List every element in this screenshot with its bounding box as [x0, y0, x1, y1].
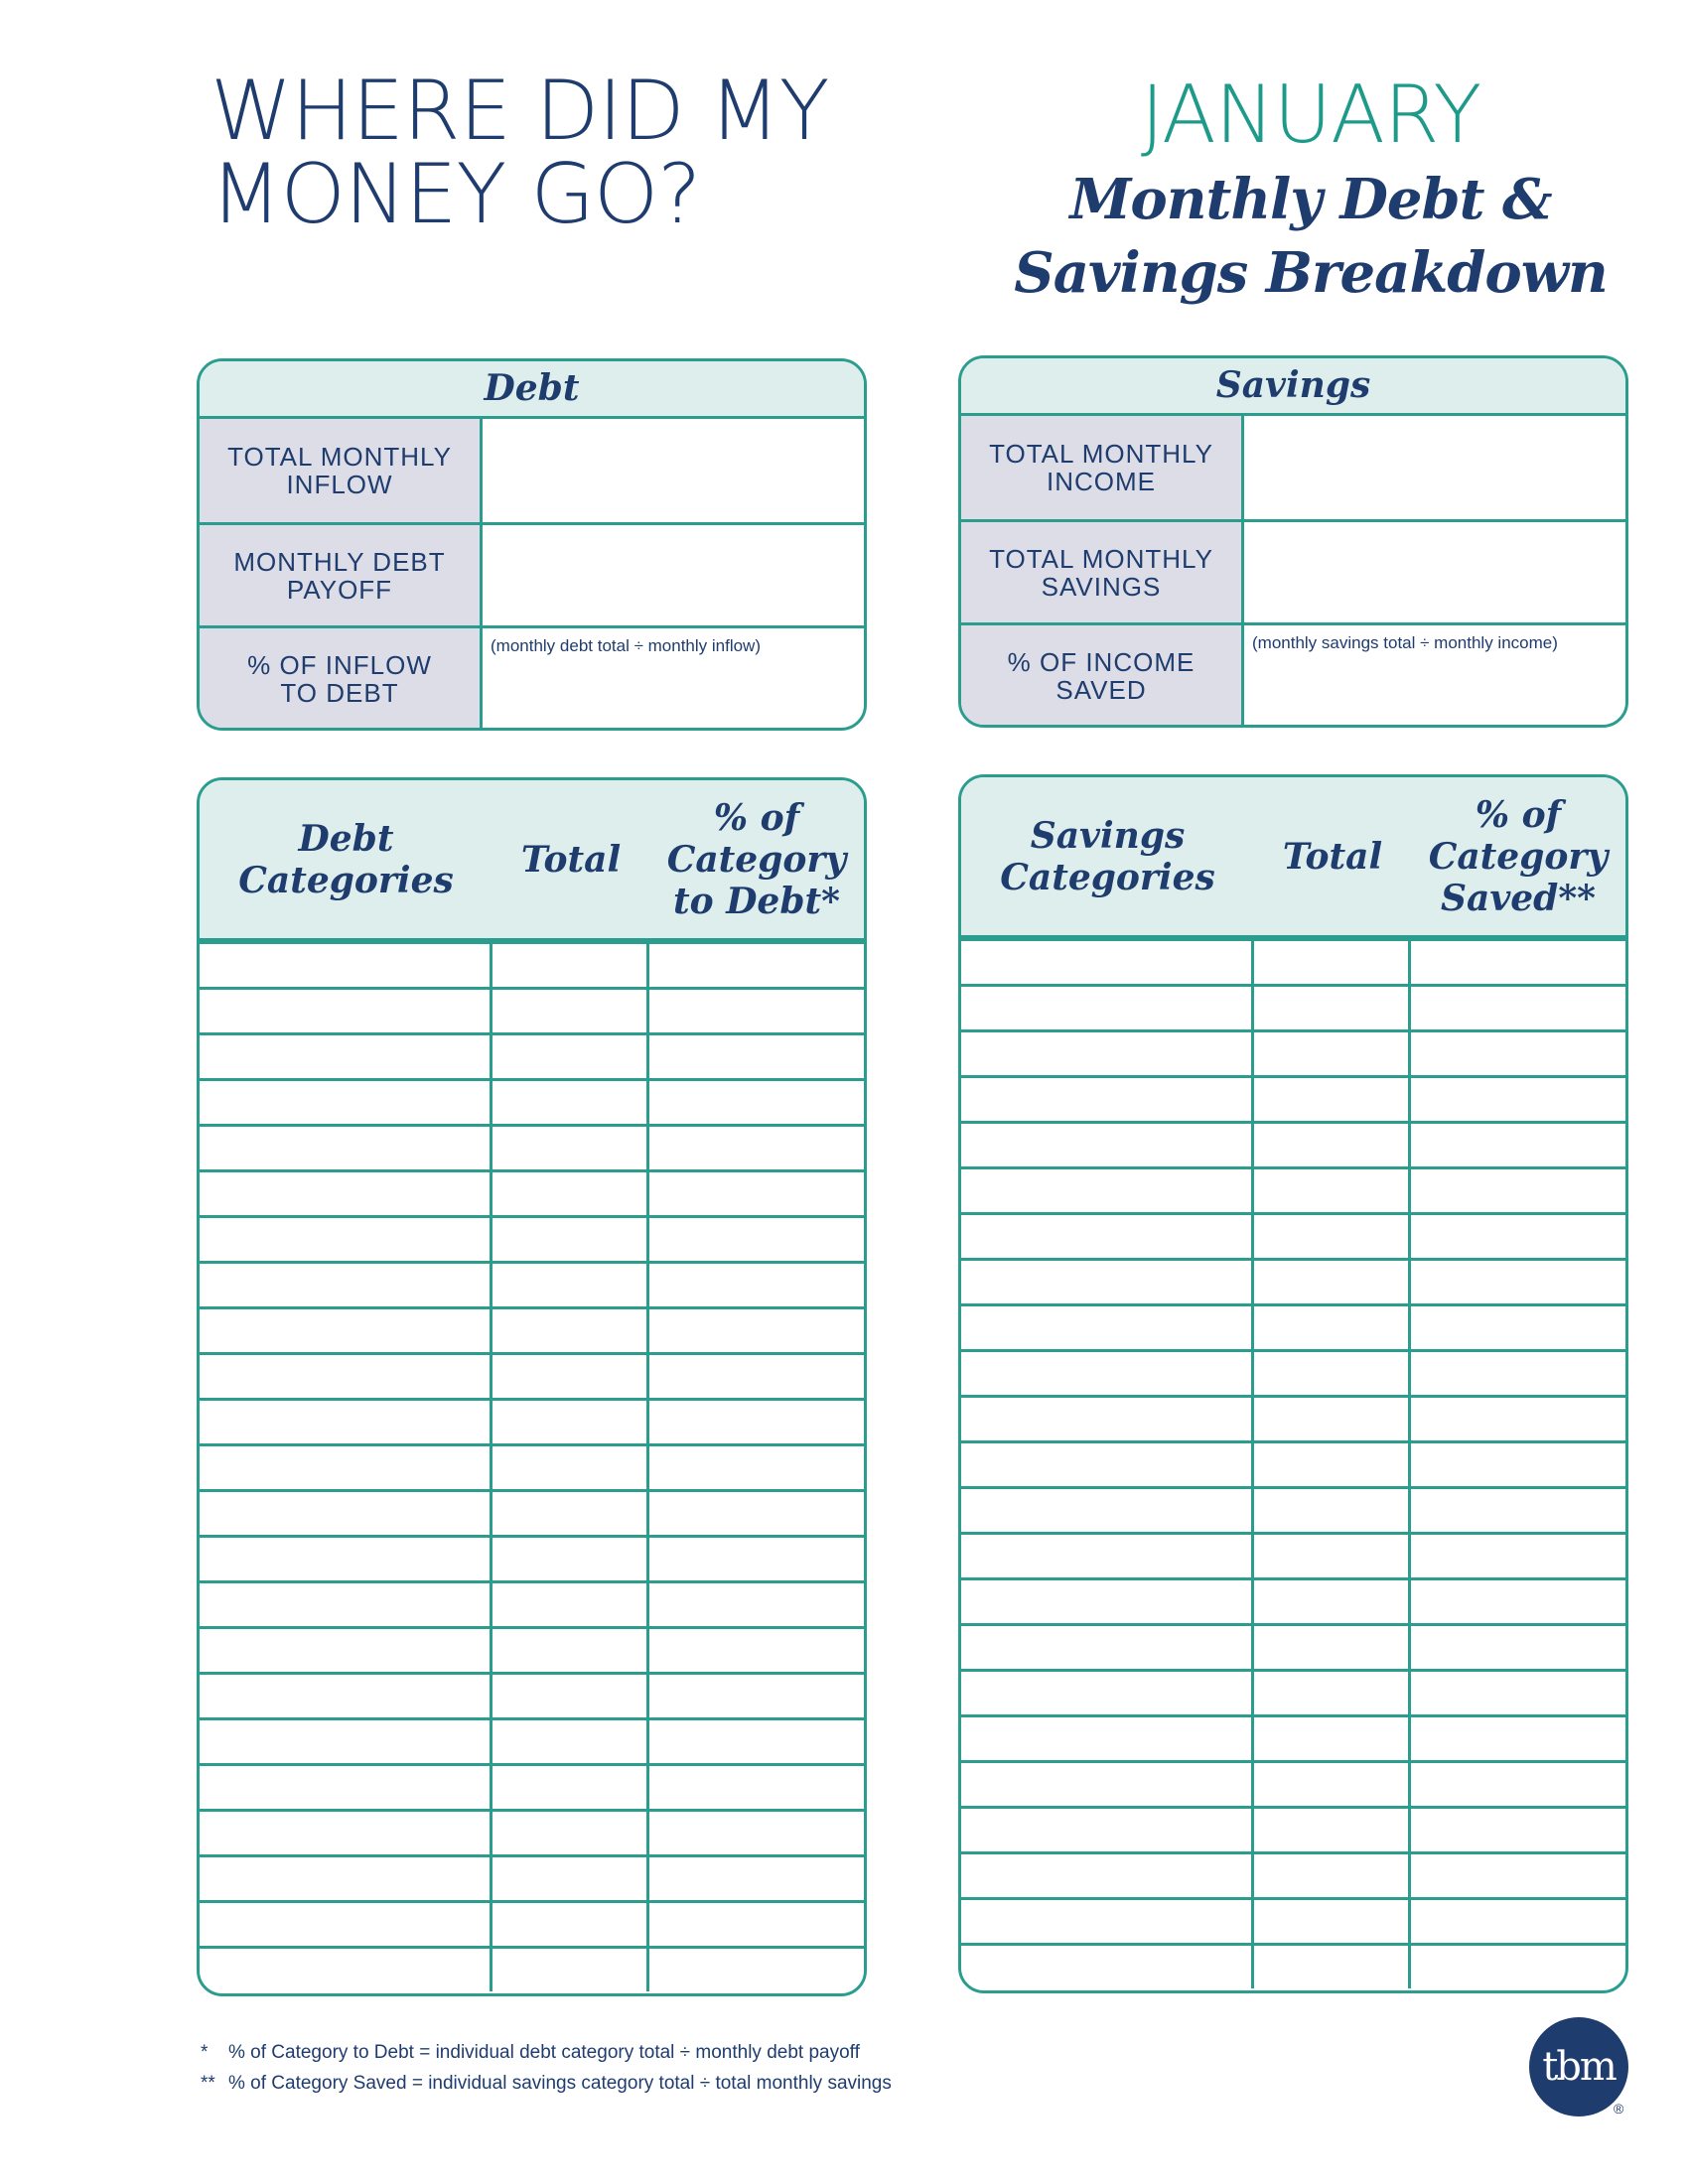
debt-category-cell[interactable] — [200, 1720, 492, 1763]
column-header-total: Total — [1282, 835, 1383, 878]
label-line: INFLOW — [286, 470, 393, 499]
debt-summary-header — [200, 361, 864, 419]
summary-label — [200, 628, 483, 729]
savings-category-cell[interactable] — [961, 1078, 1254, 1121]
table-row — [200, 1626, 864, 1672]
debt-total-cell[interactable] — [492, 1538, 649, 1580]
savings-percent-cell[interactable] — [1411, 1809, 1625, 1851]
savings-category-cell[interactable] — [961, 1626, 1254, 1669]
header-line: Category — [1428, 835, 1609, 878]
header-line: Saved** — [1441, 877, 1596, 919]
debt-percent-cell[interactable] — [649, 1401, 864, 1443]
debt-total-cell[interactable] — [492, 1218, 649, 1261]
table-row — [961, 1577, 1625, 1623]
debt-category-cell[interactable] — [200, 1401, 492, 1443]
table-row — [961, 1486, 1625, 1532]
savings-summary-header — [961, 358, 1625, 416]
table-row — [200, 1672, 864, 1717]
savings-total-cell[interactable] — [1254, 987, 1411, 1029]
footnote-mark: * — [201, 2042, 209, 2063]
table-row — [961, 938, 1625, 984]
summary-row-inflow-to-debt — [200, 625, 864, 729]
column-header-percent-saved — [1411, 794, 1625, 919]
debt-total-cell[interactable] — [492, 1812, 649, 1854]
savings-category-cell[interactable] — [961, 1763, 1254, 1806]
summary-label — [200, 525, 483, 625]
savings-percent-cell[interactable] — [1411, 1763, 1625, 1806]
subtitle-line-1: Monthly Debt & — [1069, 167, 1552, 232]
debt-category-cell[interactable] — [200, 1857, 492, 1900]
debt-percent-cell[interactable] — [649, 1172, 864, 1215]
table-row — [961, 1851, 1625, 1897]
savings-category-cell[interactable] — [961, 1352, 1254, 1395]
column-header-total: Total — [520, 838, 622, 881]
savings-category-cell[interactable] — [961, 1854, 1254, 1897]
debt-percent-cell[interactable] — [649, 1446, 864, 1489]
debt-total-cell[interactable] — [492, 1264, 649, 1306]
savings-total-cell[interactable] — [1254, 1078, 1411, 1121]
label-line: SAVED — [1055, 674, 1147, 705]
title-line-2: MONEY GO? — [211, 146, 701, 242]
table-row — [961, 1897, 1625, 1943]
savings-category-cell[interactable] — [961, 1306, 1254, 1349]
debt-percent-cell[interactable] — [649, 1720, 864, 1763]
table-row — [200, 1809, 864, 1854]
savings-category-cell[interactable] — [961, 1809, 1254, 1851]
savings-category-cell[interactable] — [961, 1535, 1254, 1577]
table-row — [200, 1124, 864, 1169]
table-row — [961, 1212, 1625, 1258]
column-header-percent-to-debt — [649, 797, 864, 922]
debt-category-cell[interactable] — [200, 1127, 492, 1169]
summary-row-total-income — [961, 416, 1625, 519]
savings-percent-cell[interactable] — [1411, 941, 1625, 984]
debt-summary-title: Debt — [484, 367, 580, 409]
table-row — [200, 1946, 864, 1991]
debt-total-cell[interactable] — [492, 990, 649, 1032]
table-row — [200, 1306, 864, 1352]
table-row — [961, 1349, 1625, 1395]
debt-percent-cell[interactable] — [649, 1766, 864, 1809]
debt-percent-cell[interactable] — [649, 1035, 864, 1078]
savings-category-cell[interactable] — [961, 1672, 1254, 1714]
savings-percent-cell[interactable] — [1411, 1580, 1625, 1623]
savings-category-cell[interactable] — [961, 1032, 1254, 1075]
label-line: TOTAL MONTHLY — [227, 442, 452, 472]
debt-total-cell[interactable] — [492, 1629, 649, 1672]
table-row — [961, 1943, 1625, 1988]
debt-category-cell[interactable] — [200, 1355, 492, 1398]
debt-category-cell[interactable] — [200, 1766, 492, 1809]
savings-total-cell[interactable] — [1254, 1763, 1411, 1806]
debt-percent-cell[interactable] — [649, 990, 864, 1032]
savings-percent-cell[interactable] — [1411, 1124, 1625, 1166]
table-row — [200, 1169, 864, 1215]
summary-row-income-saved — [961, 622, 1625, 726]
savings-rows — [961, 938, 1625, 1988]
table-row — [961, 1258, 1625, 1303]
savings-categories-table — [958, 774, 1628, 1993]
debt-total-cell[interactable] — [492, 1949, 649, 1991]
debt-percent-cell[interactable] — [649, 1812, 864, 1854]
debt-percent-cell[interactable] — [649, 1127, 864, 1169]
savings-total-cell[interactable] — [1254, 1169, 1411, 1212]
debt-rows — [200, 941, 864, 1991]
debt-total-cell[interactable] — [492, 1401, 649, 1443]
inflow-to-debt-field[interactable] — [483, 628, 864, 729]
table-row — [961, 1166, 1625, 1212]
debt-percent-cell[interactable] — [649, 1309, 864, 1352]
table-row — [200, 1398, 864, 1443]
debt-category-cell[interactable] — [200, 1309, 492, 1352]
savings-total-cell[interactable] — [1254, 1946, 1411, 1988]
debt-category-cell[interactable] — [200, 1218, 492, 1261]
debt-category-cell[interactable] — [200, 1035, 492, 1078]
savings-total-cell[interactable] — [1254, 1032, 1411, 1075]
savings-percent-cell[interactable] — [1411, 1215, 1625, 1258]
total-income-field[interactable] — [1244, 416, 1625, 519]
header-line: to Debt* — [673, 880, 840, 922]
savings-total-cell[interactable] — [1254, 1626, 1411, 1669]
table-row — [961, 1075, 1625, 1121]
savings-categories-header — [961, 777, 1625, 938]
summary-label — [961, 625, 1244, 726]
label-line: TO DEBT — [280, 677, 399, 708]
table-row — [200, 1489, 864, 1535]
savings-percent-cell[interactable] — [1411, 1535, 1625, 1577]
subtitle — [1013, 163, 1609, 310]
savings-total-cell[interactable] — [1254, 1261, 1411, 1303]
debt-total-cell[interactable] — [492, 1720, 649, 1763]
month-title: JANUARY — [1140, 68, 1481, 161]
label-line: % OF INFLOW — [247, 649, 432, 680]
debt-category-cell[interactable] — [200, 1583, 492, 1626]
savings-category-cell[interactable] — [961, 987, 1254, 1029]
debt-total-cell[interactable] — [492, 1675, 649, 1717]
debt-category-cell[interactable] — [200, 1172, 492, 1215]
footnote-mark: ** — [201, 2073, 215, 2094]
column-header-savings-categories: Savings Categories — [1000, 814, 1215, 898]
table-row — [961, 1029, 1625, 1075]
total-savings-field[interactable] — [1244, 522, 1625, 622]
table-row — [200, 987, 864, 1032]
debt-categories-table — [197, 777, 867, 1996]
header-line: % of — [713, 796, 800, 839]
savings-percent-cell[interactable] — [1411, 1169, 1625, 1212]
title-line-1: WHERE DID MY — [211, 63, 829, 159]
savings-total-cell[interactable] — [1254, 1854, 1411, 1897]
savings-category-cell[interactable] — [961, 1124, 1254, 1166]
table-row — [200, 1215, 864, 1261]
savings-category-cell[interactable] — [961, 1946, 1254, 1988]
savings-category-cell[interactable] — [961, 1443, 1254, 1486]
table-row — [961, 1440, 1625, 1486]
savings-total-cell[interactable] — [1254, 1535, 1411, 1577]
table-row — [961, 1714, 1625, 1760]
savings-percent-cell[interactable] — [1411, 1443, 1625, 1486]
table-row — [200, 941, 864, 987]
label-line: SAVINGS — [1041, 571, 1162, 602]
savings-category-cell[interactable] — [961, 1261, 1254, 1303]
table-row — [200, 1854, 864, 1900]
debt-category-cell[interactable] — [200, 1538, 492, 1580]
table-row — [961, 1532, 1625, 1577]
debt-category-cell[interactable] — [200, 1903, 492, 1946]
label-line: INCOME — [1047, 467, 1156, 496]
table-row — [961, 1669, 1625, 1714]
savings-total-cell[interactable] — [1254, 1306, 1411, 1349]
income-saved-field[interactable] — [1244, 625, 1625, 726]
savings-percent-cell[interactable] — [1411, 987, 1625, 1029]
debt-total-cell[interactable] — [492, 1766, 649, 1809]
savings-percent-cell[interactable] — [1411, 1672, 1625, 1714]
debt-total-cell[interactable] — [492, 1583, 649, 1626]
table-row — [200, 1763, 864, 1809]
debt-percent-cell[interactable] — [649, 1675, 864, 1717]
debt-total-cell[interactable] — [492, 1903, 649, 1946]
debt-total-cell[interactable] — [492, 1127, 649, 1169]
savings-category-cell[interactable] — [961, 1900, 1254, 1943]
savings-category-cell[interactable] — [961, 941, 1254, 984]
table-row — [200, 1900, 864, 1946]
debt-category-cell[interactable] — [200, 1446, 492, 1489]
table-row — [961, 1760, 1625, 1806]
savings-total-cell[interactable] — [1254, 1443, 1411, 1486]
table-row — [200, 1078, 864, 1124]
table-row — [961, 1395, 1625, 1440]
debt-percent-cell[interactable] — [649, 1949, 864, 1991]
summary-row-total-inflow — [200, 419, 864, 522]
debt-percent-cell[interactable] — [649, 1492, 864, 1535]
table-row — [961, 1303, 1625, 1349]
savings-percent-cell[interactable] — [1411, 1078, 1625, 1121]
savings-percent-cell[interactable] — [1411, 1352, 1625, 1395]
debt-percent-cell[interactable] — [649, 944, 864, 987]
debt-category-cell[interactable] — [200, 1629, 492, 1672]
table-row — [200, 1261, 864, 1306]
table-row — [200, 1352, 864, 1398]
savings-percent-cell[interactable] — [1411, 1032, 1625, 1075]
debt-summary-panel — [197, 358, 867, 731]
savings-total-cell[interactable] — [1254, 1672, 1411, 1714]
table-row — [961, 1623, 1625, 1669]
savings-percent-cell[interactable] — [1411, 1900, 1625, 1943]
savings-category-cell[interactable] — [961, 1169, 1254, 1212]
tbm-logo: tbm — [1529, 2017, 1628, 2116]
summary-label — [200, 419, 483, 522]
label-line: TOTAL MONTHLY — [989, 439, 1213, 469]
savings-total-cell[interactable] — [1254, 1489, 1411, 1532]
debt-category-cell[interactable] — [200, 1081, 492, 1124]
savings-total-cell[interactable] — [1254, 1717, 1411, 1760]
debt-payoff-field[interactable] — [483, 525, 864, 625]
debt-total-cell[interactable] — [492, 1035, 649, 1078]
debt-percent-cell[interactable] — [649, 1218, 864, 1261]
debt-category-cell[interactable] — [200, 1949, 492, 1991]
debt-total-cell[interactable] — [492, 1355, 649, 1398]
debt-total-cell[interactable] — [492, 1309, 649, 1352]
summary-row-debt-payoff — [200, 522, 864, 625]
footnotes — [201, 2037, 1094, 2099]
savings-total-cell[interactable] — [1254, 1215, 1411, 1258]
debt-percent-cell[interactable] — [649, 1629, 864, 1672]
debt-total-cell[interactable] — [492, 1081, 649, 1124]
debt-total-cell[interactable] — [492, 1857, 649, 1900]
savings-percent-cell[interactable] — [1411, 1398, 1625, 1440]
summary-label — [961, 416, 1244, 519]
savings-percent-cell[interactable] — [1411, 1854, 1625, 1897]
debt-category-cell[interactable] — [200, 1264, 492, 1306]
debt-category-cell[interactable] — [200, 944, 492, 987]
debt-category-cell[interactable] — [200, 990, 492, 1032]
table-row — [961, 1806, 1625, 1851]
savings-percent-cell[interactable] — [1411, 1489, 1625, 1532]
table-row — [200, 1443, 864, 1489]
debt-categories-header — [200, 780, 864, 941]
debt-percent-cell[interactable] — [649, 1583, 864, 1626]
table-row — [200, 1032, 864, 1078]
page-title — [211, 63, 906, 242]
savings-summary-panel — [958, 355, 1628, 728]
table-row — [961, 1121, 1625, 1166]
savings-summary-title: Savings — [1215, 364, 1371, 406]
debt-percent-cell[interactable] — [649, 1857, 864, 1900]
debt-total-cell[interactable] — [492, 1172, 649, 1215]
savings-total-cell[interactable] — [1254, 1124, 1411, 1166]
footnote-text: % of Category Saved = individual savings category total ÷ total monthly savings — [228, 2073, 892, 2094]
table-row — [200, 1580, 864, 1626]
debt-category-cell[interactable] — [200, 1492, 492, 1535]
savings-percent-cell[interactable] — [1411, 1717, 1625, 1760]
label-line: % OF INCOME — [1007, 646, 1196, 677]
footnote-2 — [201, 2068, 1094, 2099]
debt-category-cell[interactable] — [200, 1812, 492, 1854]
savings-total-cell[interactable] — [1254, 1900, 1411, 1943]
summary-row-total-savings — [961, 519, 1625, 622]
formula-note: (monthly savings total ÷ monthly income) — [1252, 633, 1558, 652]
debt-total-cell[interactable] — [492, 944, 649, 987]
savings-category-cell[interactable] — [961, 1215, 1254, 1258]
header-line: Category — [666, 838, 847, 881]
savings-category-cell[interactable] — [961, 1489, 1254, 1532]
debt-percent-cell[interactable] — [649, 1903, 864, 1946]
footnote-1 — [201, 2037, 1094, 2068]
savings-total-cell[interactable] — [1254, 1809, 1411, 1851]
debt-total-cell[interactable] — [492, 1492, 649, 1535]
total-inflow-field[interactable] — [483, 419, 864, 522]
savings-category-cell[interactable] — [961, 1398, 1254, 1440]
summary-label — [961, 522, 1244, 622]
header-line: % of — [1475, 793, 1562, 836]
savings-percent-cell[interactable] — [1411, 1946, 1625, 1988]
savings-percent-cell[interactable] — [1411, 1306, 1625, 1349]
debt-percent-cell[interactable] — [649, 1264, 864, 1306]
savings-total-cell[interactable] — [1254, 941, 1411, 984]
savings-category-cell[interactable] — [961, 1717, 1254, 1760]
subtitle-line-2: Savings Breakdown — [1014, 240, 1608, 306]
debt-percent-cell[interactable] — [649, 1355, 864, 1398]
savings-total-cell[interactable] — [1254, 1398, 1411, 1440]
savings-category-cell[interactable] — [961, 1580, 1254, 1623]
savings-percent-cell[interactable] — [1411, 1261, 1625, 1303]
registered-mark: ® — [1614, 2101, 1624, 2116]
column-header-debt-categories: Debt Categories — [238, 817, 454, 901]
debt-category-cell[interactable] — [200, 1675, 492, 1717]
table-row — [200, 1535, 864, 1580]
table-row — [961, 984, 1625, 1029]
savings-percent-cell[interactable] — [1411, 1626, 1625, 1669]
table-row — [200, 1717, 864, 1763]
debt-total-cell[interactable] — [492, 1446, 649, 1489]
savings-total-cell[interactable] — [1254, 1580, 1411, 1623]
debt-percent-cell[interactable] — [649, 1538, 864, 1580]
label-line: MONTHLY DEBT — [233, 546, 446, 577]
label-line: PAYOFF — [286, 574, 393, 605]
formula-note: (monthly debt total ÷ monthly inflow) — [491, 636, 761, 655]
debt-percent-cell[interactable] — [649, 1081, 864, 1124]
footnote-text: % of Category to Debt = individual debt category total ÷ monthly debt payoff — [228, 2042, 860, 2063]
label-line: TOTAL MONTHLY — [989, 543, 1213, 574]
savings-total-cell[interactable] — [1254, 1352, 1411, 1395]
